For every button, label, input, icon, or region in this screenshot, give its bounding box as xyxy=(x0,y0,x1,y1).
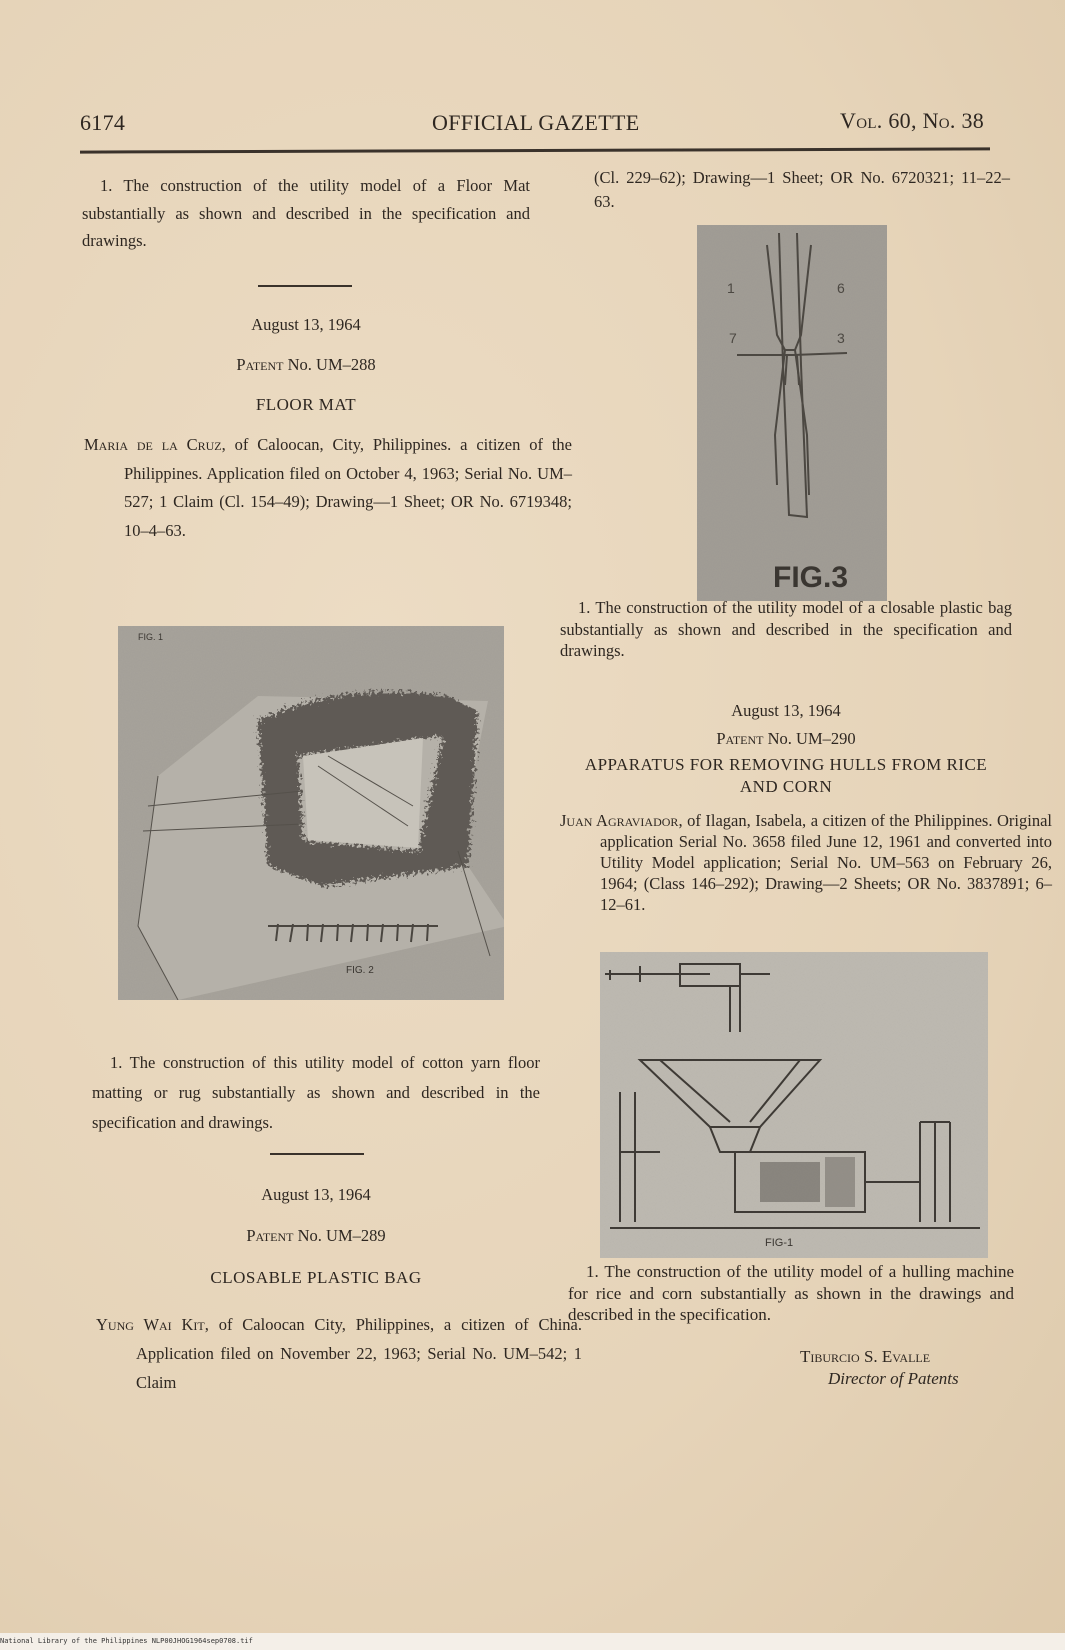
publication-title: OFFICIAL GAZETTE xyxy=(432,110,640,135)
signatory-name: Tiburcio S. Evalle xyxy=(800,1347,931,1366)
applicant-details: , of Caloocan, City, Philippines. a citizen of the Philippines. Application filed on October 4, 1963; Serial No. UM–527; 1 Claim (Cl. 154–49); Drawing—1 Sheet; OR No. 6719348; 10–4–63. xyxy=(124,435,572,540)
fig-label-2: FIG. 2 xyxy=(346,965,374,976)
patent-label: Patent xyxy=(716,729,764,748)
applicant-name: Juan Agraviador xyxy=(560,811,679,830)
claim-floor-mat: 1. The construction of the utility model of a Floor Mat substantially as shown and described in the specification and drawings. xyxy=(82,176,530,250)
claim-plastic-bag: 1. The construction of the utility model of a closable plastic bag substantially as shown and described in the specification and drawings. xyxy=(560,598,1012,660)
svg-text:3: 3 xyxy=(837,330,845,346)
hulling-machine-figure xyxy=(600,952,988,1258)
plastic-bag-figure xyxy=(697,225,887,601)
applicant-name: Yung Wai Kit xyxy=(96,1315,205,1334)
floor-mat-figure xyxy=(118,626,504,1000)
fig-3-label: FIG.3 xyxy=(773,561,849,594)
applicant-details: , of Caloocan City, Philippines, a citizen of China. Application filed on November 22, 1963; Serial No. UM–542; 1 Claim xyxy=(136,1315,582,1392)
patent-289-date: August 13, 1964 xyxy=(261,1185,371,1204)
header-rule xyxy=(80,147,990,153)
patent-number: No. UM–288 xyxy=(287,355,376,374)
patent-290-title: APPARATUS FOR REMOVING HULLS FROM RICE AND CORN xyxy=(584,755,988,796)
svg-text:6: 6 xyxy=(837,280,845,296)
applicant-details: , of Ilagan, Isabela, a citizen of the Philippines. Original application Serial No. 3658 filed June 12, 1961 and converted into Utility Model application; Serial No. UM–563 on February 26, 1964; (Class 146–292); Drawing—2 Sheets; OR No. 3837891; 6–12–61. xyxy=(600,811,1052,914)
patent-288-date: August 13, 1964 xyxy=(251,315,361,334)
patent-number: No. UM–289 xyxy=(297,1226,386,1245)
patent-label: Patent xyxy=(236,355,284,374)
patent-290-number xyxy=(560,725,1012,753)
section-divider xyxy=(258,285,352,287)
patent-number: No. UM–290 xyxy=(767,729,856,748)
patent-290-applicant xyxy=(560,810,1052,915)
claim-cotton-matting: 1. The construction of this utility model of cotton yarn floor matting or rug substantially as shown and described in the specification and drawings. xyxy=(92,1053,540,1132)
patent-288-title: FLOOR MAT xyxy=(255,395,357,414)
scan-footer: National Library of the Philippines NLP00JHOG1964sep0708.tif xyxy=(0,1637,253,1645)
volume-number: Vol. 60, No. 38 xyxy=(840,108,985,133)
patent-289-continued: (Cl. 229–62); Drawing—1 Sheet; OR No. 6720321; 11–22–63. xyxy=(594,168,1010,211)
patent-289-applicant xyxy=(96,1310,582,1397)
patent-label: Patent xyxy=(246,1226,294,1245)
page-number: 6174 xyxy=(80,110,126,135)
fig-label-1: FIG. 1 xyxy=(138,632,164,642)
patent-290-date: August 13, 1964 xyxy=(731,701,841,720)
fig-1-label: FIG-1 xyxy=(765,1237,794,1249)
svg-text:7: 7 xyxy=(729,330,737,346)
section-divider xyxy=(270,1153,364,1155)
patent-288-applicant xyxy=(84,431,572,545)
patent-288-number xyxy=(82,351,530,379)
patent-289-number xyxy=(92,1222,540,1250)
svg-text:1: 1 xyxy=(727,280,735,296)
patent-289-title: CLOSABLE PLASTIC BAG xyxy=(210,1268,422,1287)
signatory-role: Director of Patents xyxy=(828,1369,959,1388)
claim-hulling-machine: 1. The construction of the utility model of a hulling machine for rice and corn substantially as shown in the drawings and described in the specification. xyxy=(568,1262,1014,1324)
applicant-name: Maria de la Cruz xyxy=(84,435,222,454)
